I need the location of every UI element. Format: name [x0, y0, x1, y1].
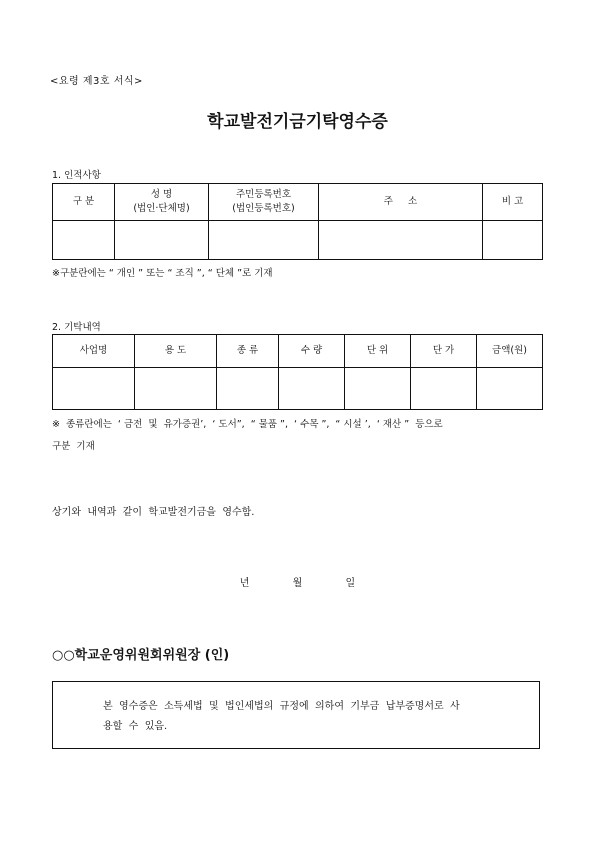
- header-cell: 사업명: [53, 335, 135, 368]
- empty-cell[interactable]: [411, 368, 477, 410]
- header-cell: 단 위: [345, 335, 411, 368]
- header-cell: 단 가: [411, 335, 477, 368]
- personal-info-table: [52, 183, 543, 260]
- signer-line: ○○학교운영위원회위원장 (인): [52, 648, 230, 663]
- section1-note: ※구분란에는 “ 개인 ” 또는 “ 조직 ”, “ 단체 ”로 기재: [52, 268, 273, 279]
- notice-box: [52, 681, 540, 749]
- header-cell: 수 량: [279, 335, 345, 368]
- header-cell: 주 소: [319, 184, 483, 221]
- header-cell: 종 류: [217, 335, 279, 368]
- empty-cell[interactable]: [135, 368, 217, 410]
- document-title: 학교발전기금기탁영수증: [207, 112, 388, 132]
- donation-details-table: [52, 334, 543, 410]
- empty-cell[interactable]: [477, 368, 543, 410]
- section2-note-cont: 구분 기재: [52, 441, 95, 452]
- empty-cell[interactable]: [53, 221, 115, 260]
- header-cell: 비 고: [483, 184, 543, 221]
- notice-text: [103, 697, 493, 737]
- empty-cell[interactable]: [115, 221, 209, 260]
- empty-cell[interactable]: [345, 368, 411, 410]
- header-cell: 용 도: [135, 335, 217, 368]
- empty-cell[interactable]: [53, 368, 135, 410]
- section1-label: 1. 인적사항: [52, 170, 101, 181]
- header-cell: 구 분: [53, 184, 115, 221]
- notice-line: 본 영수증은 소득세법 및 법인세법의 규정에 의하여 기부금 납부증명서로 사: [103, 701, 460, 712]
- table-header-row: [53, 184, 543, 221]
- form-code: <요령 제3호 서식>: [50, 76, 143, 87]
- notice-line: 용할 수 있음.: [103, 721, 168, 732]
- empty-cell[interactable]: [483, 221, 543, 260]
- empty-cell[interactable]: [319, 221, 483, 260]
- table-row: [53, 368, 543, 410]
- date-month: 월: [292, 578, 303, 589]
- header-cell: 주민등록번호 (법인등록번호): [209, 184, 319, 221]
- section2-label: 2. 기탁내역: [52, 322, 101, 333]
- empty-cell[interactable]: [209, 221, 319, 260]
- section2-note: ※ 종류란에는 ‘ 금전 및 유가증권’, ‘ 도서”, “ 물품 ”, ‘ 수목 ”, “ 시설 ’, ‘ 재산 ” 등으로: [52, 419, 443, 430]
- header-cell: 금액(원): [477, 335, 543, 368]
- date-line: [0, 574, 595, 589]
- date-year: 년: [239, 578, 250, 589]
- table-header-row: [53, 335, 543, 368]
- empty-cell[interactable]: [279, 368, 345, 410]
- receipt-statement: 상기와 내역과 같이 학교발전기금을 영수함.: [52, 507, 255, 518]
- date-day: 일: [345, 578, 356, 589]
- table-row: [53, 221, 543, 260]
- empty-cell[interactable]: [217, 368, 279, 410]
- header-cell: 성 명 (법인·단체명): [115, 184, 209, 221]
